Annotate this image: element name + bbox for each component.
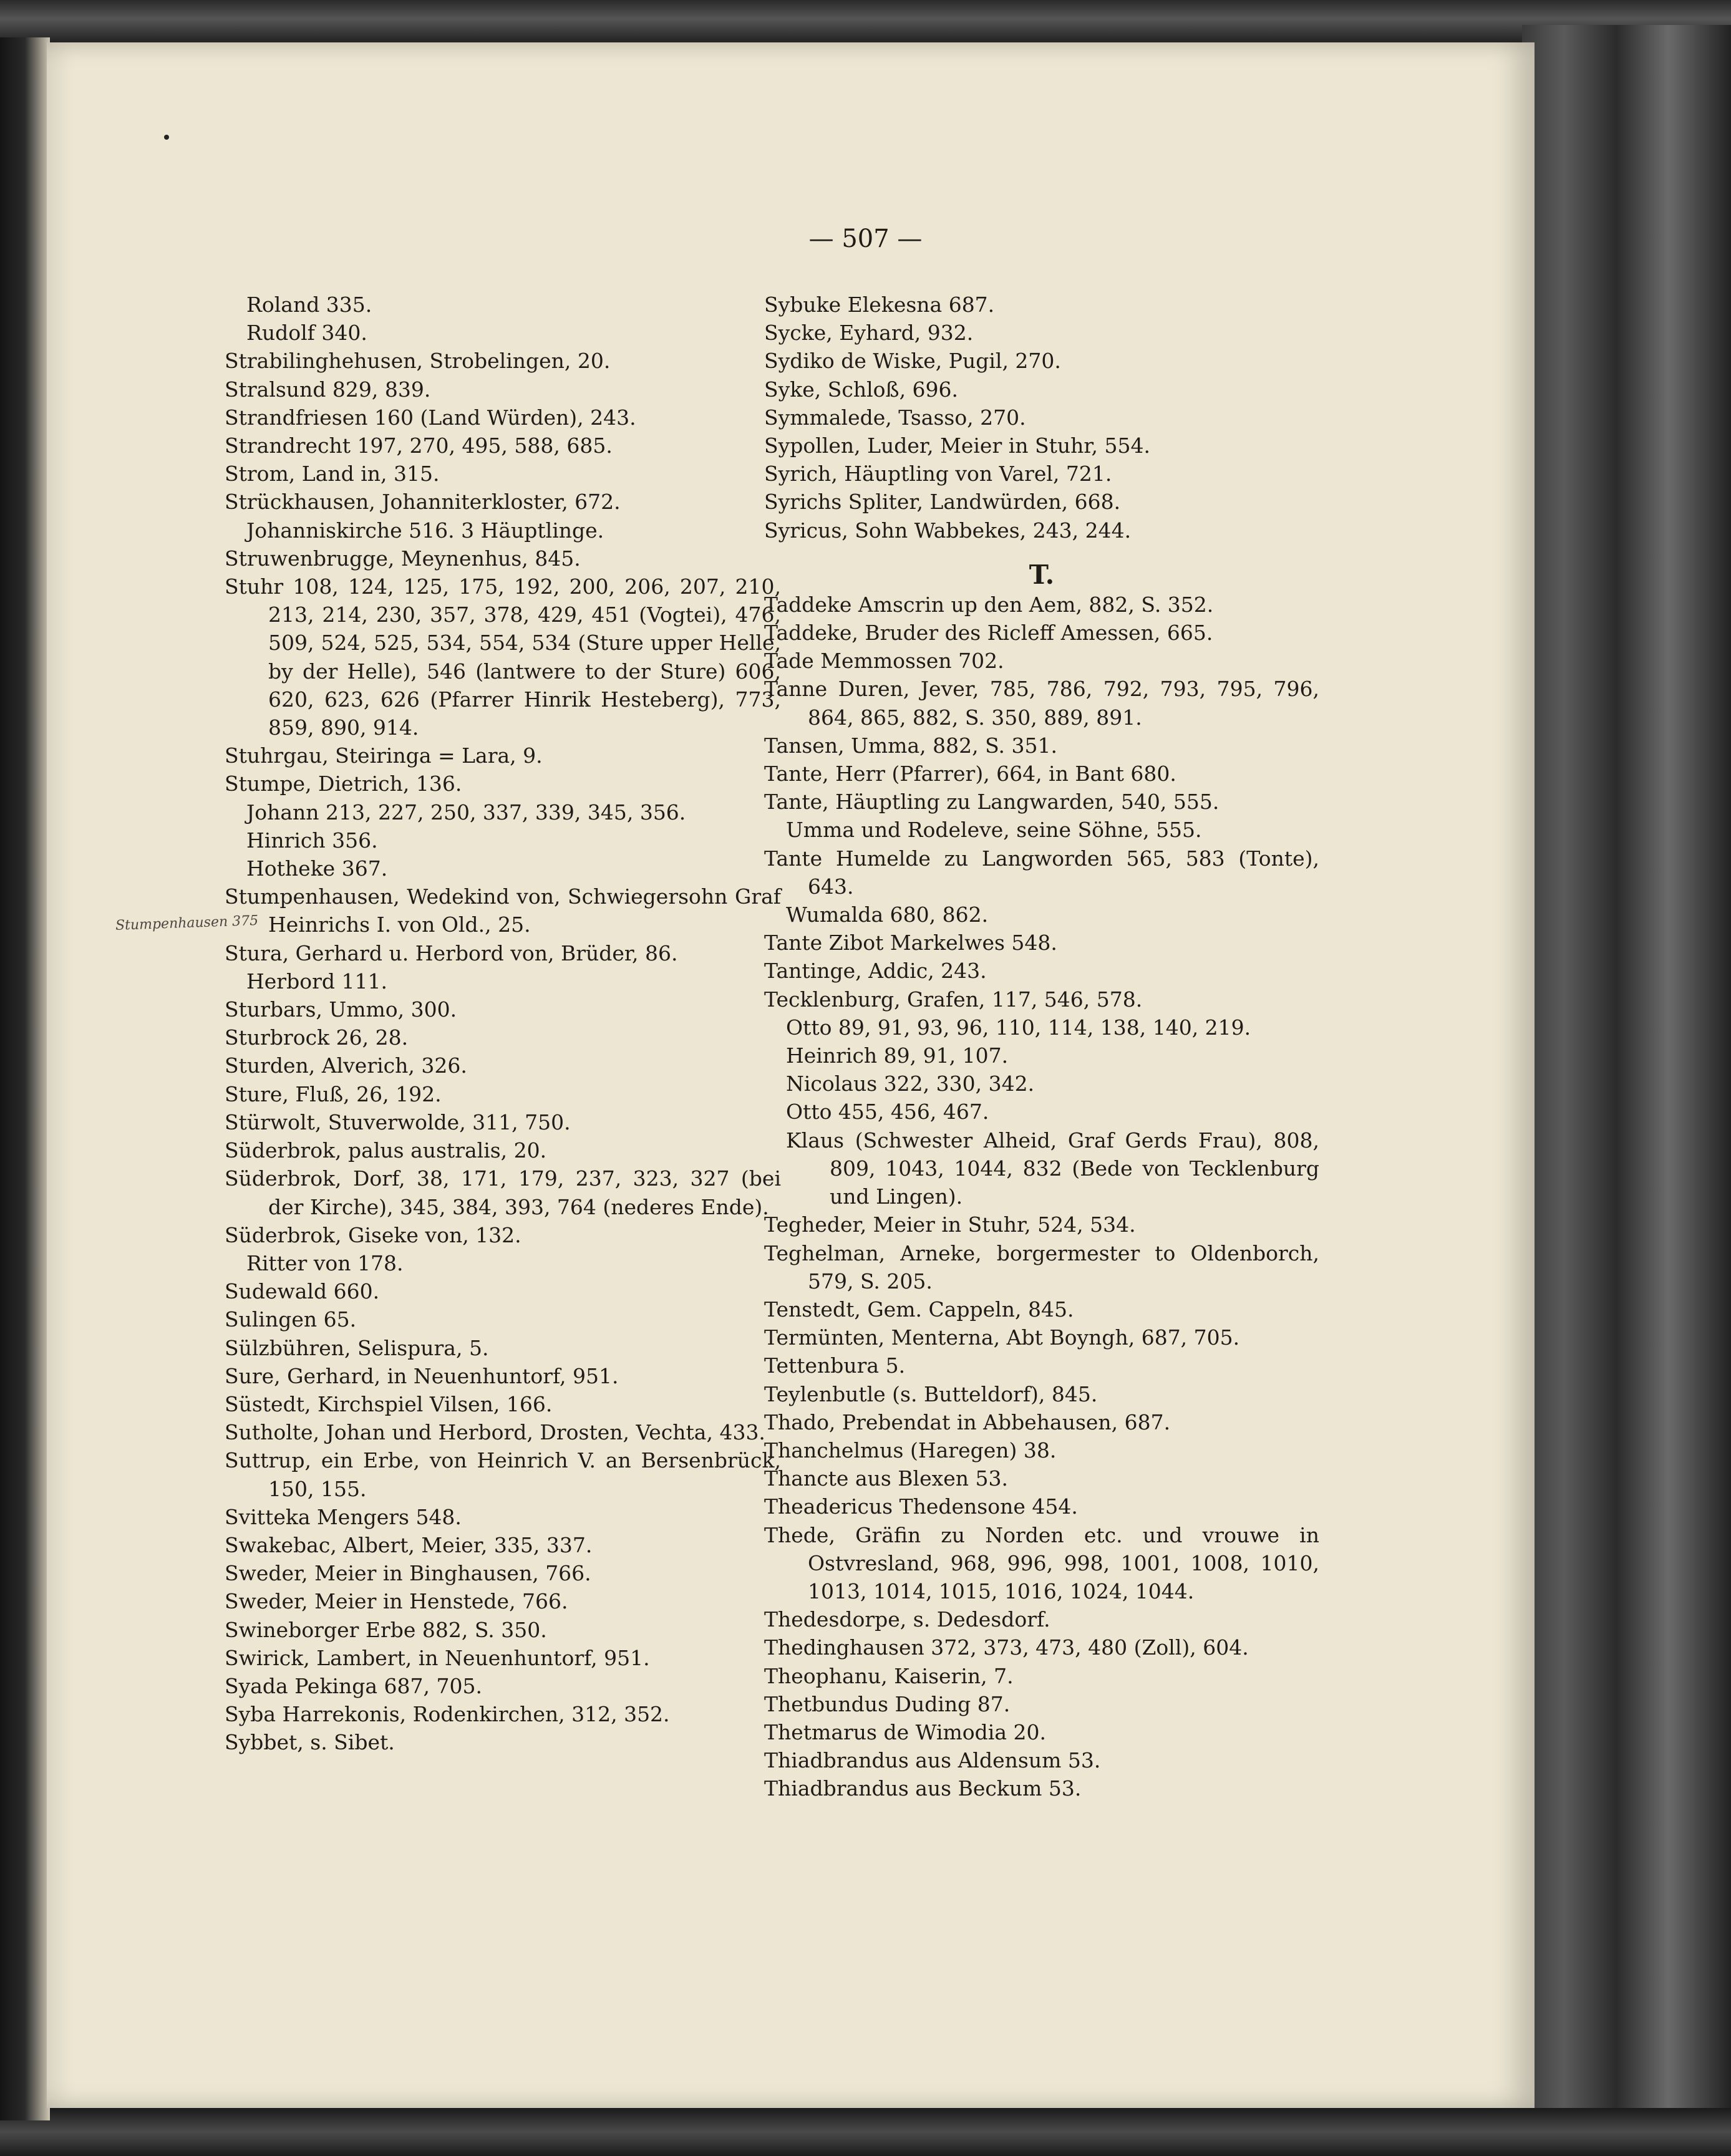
book-cover-right	[1522, 25, 1731, 2156]
index-entry: Sudewald 660.	[225, 1279, 380, 1304]
index-entry: Thetmarus de Wimodia 20.	[764, 1719, 1046, 1744]
index-entry: Struwenbrugge, Meynenhus, 845.	[225, 546, 581, 571]
index-column-right	[764, 291, 1319, 1803]
index-entry: Tante Zibot Markelwes 548.	[764, 931, 1057, 955]
index-entry: Thede, Gräfin zu Norden etc. und vrouwe in Ostvresland, 968, 996, 998, 1001, 1008, 1010, 1013, 1014, 1015, 1016, 1024, 1044.	[764, 1522, 1319, 1603]
index-entry: Sülzbühren, Selispura, 5.	[225, 1335, 489, 1360]
book-page	[47, 42, 1535, 2108]
index-entry: Syricus, Sohn Wabbekes, 243, 244.	[764, 518, 1132, 543]
index-entry: Tante, Herr (Pfarrer), 664, in Bant 680.	[764, 761, 1176, 786]
index-entry: Tantinge, Addic, 243.	[764, 959, 987, 984]
index-entry: Hinrich 356.	[246, 828, 378, 853]
index-entry: Stura, Gerhard u. Herbord von, Brüder, 86.	[225, 940, 678, 965]
index-entry: Termünten, Menterna, Abt Boyngh, 687, 705.	[764, 1325, 1240, 1350]
index-entry: Johann 213, 227, 250, 337, 339, 345, 356.	[246, 800, 686, 824]
section-letter: T.	[1029, 559, 1055, 590]
index-entry: Stuhr 108, 124, 125, 175, 192, 200, 206, 207, 210, 213, 214, 230, 357, 378, 429, 451 (Vogtei), 476, 509, 524, 525, 534, 554, 534 (Sture upper Helle, by der Helle), 546 (lantwere to der Sture) 606, 620, 623, 626 (Pfarrer Hinrik Hesteberg), 773, 859, 890, 914.	[225, 574, 781, 740]
index-entry: Tecklenburg, Grafen, 117, 546, 578.	[764, 987, 1143, 1012]
index-entry: Tade Memmossen 702.	[764, 649, 1004, 674]
index-entry: Stumpenhausen, Wedekind von, Schwiegersohn Graf Heinrichs I. von Old., 25.	[225, 884, 781, 937]
facing-page-edge	[0, 37, 50, 2120]
index-entry: Swineborger Erbe 882, S. 350.	[225, 1617, 547, 1642]
index-entry: Teylenbutle (s. Butteldorf), 845.	[764, 1381, 1098, 1406]
index-entry: Heinrich 89, 91, 107.	[786, 1043, 1009, 1068]
index-entry: Sturbrock 26, 28.	[225, 1025, 409, 1050]
index-entry: Thancte aus Blexen 53.	[764, 1466, 1009, 1491]
index-entry: Otto 89, 91, 93, 96, 110, 114, 138, 140, 219.	[786, 1015, 1251, 1040]
index-entry: Suttrup, ein Erbe, von Heinrich V. an Bersenbrück, 150, 155.	[225, 1448, 781, 1501]
index-entry: Theadericus Thedensone 454.	[764, 1494, 1078, 1519]
index-entry: Tanne Duren, Jever, 785, 786, 792, 793, 795, 796, 864, 865, 882, S. 350, 889, 891.	[764, 677, 1319, 730]
index-entry: Tansen, Umma, 882, S. 351.	[764, 733, 1057, 758]
index-entry: Süstedt, Kirchspiel Vilsen, 166.	[225, 1391, 553, 1416]
index-entry: Johanniskirche 516. 3 Häuptlinge.	[246, 518, 604, 543]
index-entry: Sulingen 65.	[225, 1307, 357, 1332]
index-entry: Strandrecht 197, 270, 495, 588, 685.	[225, 433, 613, 458]
index-entry: Stürwolt, Stuverwolde, 311, 750.	[225, 1109, 571, 1134]
index-column-left	[225, 291, 781, 1757]
index-entry: Tenstedt, Gem. Cappeln, 845.	[764, 1297, 1074, 1322]
index-entry: Nicolaus 322, 330, 342.	[786, 1071, 1035, 1096]
index-entry: Thiadbrandus aus Aldensum 53.	[764, 1748, 1101, 1773]
index-entry: Stralsund 829, 839.	[225, 377, 431, 402]
index-entry: Thetbundus Duding 87.	[764, 1691, 1011, 1716]
index-entry: Thiadbrandus aus Beckum 53.	[764, 1776, 1082, 1801]
index-entry: Stumpe, Dietrich, 136.	[225, 771, 462, 796]
index-entry: Tante Humelde zu Langworden 565, 583 (Tonte), 643.	[764, 846, 1319, 899]
index-entry: Sycke, Eyhard, 932.	[764, 321, 974, 346]
index-entry: Sure, Gerhard, in Neuenhuntorf, 951.	[225, 1363, 619, 1388]
index-entry: Wumalda 680, 862.	[786, 902, 989, 927]
index-entry: Thedinghausen 372, 373, 473, 480 (Zoll), 604.	[764, 1635, 1249, 1660]
index-entry: Süderbrok, Dorf, 38, 171, 179, 237, 323, 327 (bei der Kirche), 345, 384, 393, 764 (nederes Ende).	[225, 1166, 781, 1219]
index-entry: Sutholte, Johan und Herbord, Drosten, Vechta, 433.	[225, 1420, 765, 1445]
index-entry: Otto 455, 456, 467.	[786, 1100, 989, 1124]
index-entry: Syrich, Häuptling von Varel, 721.	[764, 462, 1112, 486]
handwritten-margin-note: Stumpenhausen 375	[115, 912, 259, 934]
index-entry: Taddeke, Bruder des Ricleff Amessen, 665.	[764, 621, 1213, 645]
index-entry: Roland 335.	[246, 292, 372, 317]
index-entry: Swakebac, Albert, Meier, 335, 337.	[225, 1532, 593, 1557]
index-entry: Thado, Prebendat in Abbehausen, 687.	[764, 1409, 1171, 1434]
index-entry: Svitteka Mengers 548.	[225, 1504, 462, 1529]
index-entry: Sture, Fluß, 26, 192.	[225, 1081, 442, 1106]
index-entry: Tettenbura 5.	[764, 1353, 906, 1378]
index-entries-t	[764, 591, 1319, 1803]
index-entry: Teghelman, Arneke, borgermester to Oldenborch, 579, S. 205.	[764, 1240, 1319, 1293]
index-entry: Swirick, Lambert, in Neuenhuntorf, 951.	[225, 1645, 650, 1670]
index-entries-s	[764, 291, 1319, 544]
index-entry: Sweder, Meier in Binghausen, 766.	[225, 1561, 591, 1586]
index-entry: Sturbars, Ummo, 300.	[225, 997, 457, 1022]
book-cover-top	[0, 0, 1731, 47]
index-entry: Thedesdorpe, s. Dedesdorf.	[764, 1607, 1050, 1632]
book-cover-bottom	[0, 2108, 1731, 2156]
index-entry: Strandfriesen 160 (Land Würden), 243.	[225, 405, 636, 430]
index-entry: Strabilinghehusen, Strobelingen, 20.	[225, 349, 611, 374]
index-entry: Symmalede, Tsasso, 270.	[764, 405, 1026, 430]
index-entry: Theophanu, Kaiserin, 7.	[764, 1663, 1014, 1688]
index-entry: Syada Pekinga 687, 705.	[225, 1673, 482, 1698]
index-entry: Syke, Schloß, 696.	[764, 377, 959, 402]
index-entry: Sydiko de Wiske, Pugil, 270.	[764, 349, 1061, 374]
index-entry: Strom, Land in, 315.	[225, 462, 440, 486]
page-number: — 507 —	[808, 225, 923, 253]
index-entry: Herbord 111.	[246, 969, 387, 993]
index-entry: Sybuke Elekesna 687.	[764, 292, 995, 317]
index-entry: Rudolf 340.	[246, 321, 367, 346]
ink-dot	[164, 135, 169, 140]
index-entry: Süderbrok, palus australis, 20.	[225, 1138, 547, 1163]
index-entry: Sybbet, s. Sibet.	[225, 1730, 395, 1755]
index-entry: Süderbrok, Giseke von, 132.	[225, 1222, 521, 1247]
index-entry: Strückhausen, Johanniterkloster, 672.	[225, 490, 621, 515]
index-entry: Tante, Häuptling zu Langwarden, 540, 555.	[764, 790, 1219, 815]
index-entry: Thanchelmus (Haregen) 38.	[764, 1438, 1057, 1462]
index-entry: Umma und Rodeleve, seine Söhne, 555.	[786, 818, 1202, 843]
index-entry: Syba Harrekonis, Rodenkirchen, 312, 352.	[225, 1702, 670, 1727]
index-entry: Sturden, Alverich, 326.	[225, 1053, 467, 1078]
index-entry: Stuhrgau, Steiringa = Lara, 9.	[225, 743, 543, 768]
index-entry: Sweder, Meier in Henstede, 766.	[225, 1589, 568, 1614]
index-entry: Hotheke 367.	[246, 856, 388, 881]
index-entry: Sypollen, Luder, Meier in Stuhr, 554.	[764, 433, 1151, 458]
index-entry: Tegheder, Meier in Stuhr, 524, 534.	[764, 1212, 1136, 1237]
index-entry: Klaus (Schwester Alheid, Graf Gerds Frau), 808, 809, 1043, 1044, 832 (Bede von Tecklenburg und Lingen).	[786, 1128, 1319, 1209]
index-entry: Ritter von 178.	[246, 1250, 404, 1275]
index-entry: Taddeke Amscrin up den Aem, 882, S. 352.	[764, 592, 1214, 617]
index-entry: Syrichs Spliter, Landwürden, 668.	[764, 490, 1121, 515]
